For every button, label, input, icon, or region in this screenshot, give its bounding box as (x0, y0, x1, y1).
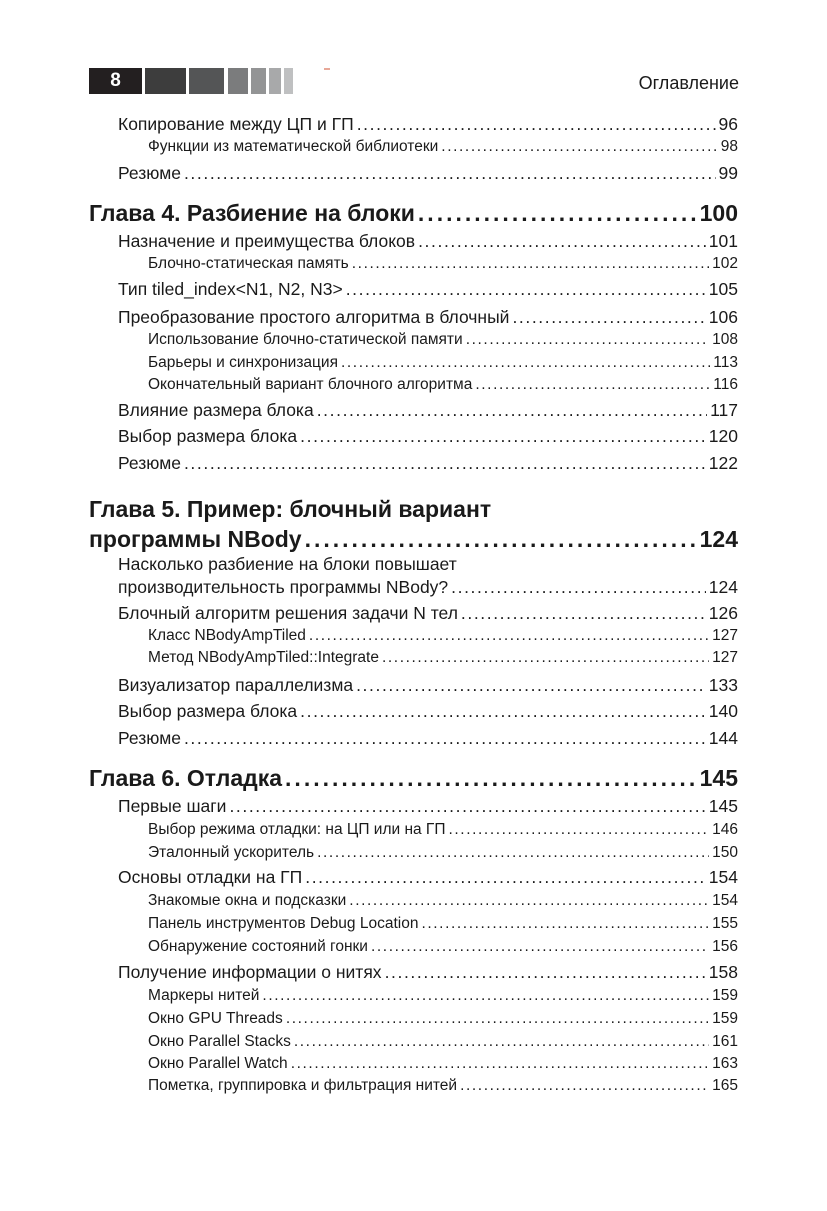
toc-entry (118, 603, 738, 624)
toc-page-number: 105 (708, 279, 738, 299)
dot-leader (418, 200, 697, 227)
toc-page-number: 163 (712, 1055, 738, 1072)
toc-page-number: 154 (712, 892, 738, 909)
toc-entry (118, 962, 738, 983)
dot-leader (229, 796, 705, 817)
toc-entry (118, 114, 738, 135)
dot-leader (300, 426, 706, 447)
dot-leader (346, 279, 706, 300)
toc-page-number: 108 (712, 331, 738, 348)
header-decor-bar (145, 68, 186, 94)
toc-title: Класс NBodyAmpTiled (148, 627, 306, 644)
page-number: 8 (89, 68, 142, 94)
toc-title: Окно GPU Threads (148, 1010, 283, 1027)
toc-page-number: 117 (710, 400, 738, 420)
toc-page-number: 116 (713, 376, 738, 393)
toc-entry (148, 987, 738, 1005)
dot-leader (317, 844, 709, 862)
toc-title: Метод NBodyAmpTiled::Integrate (148, 649, 379, 666)
dot-leader (305, 867, 706, 888)
toc-page-number: 159 (712, 1010, 738, 1027)
header-decor-bar (251, 68, 266, 94)
toc-entry (118, 675, 738, 696)
toc-page-number: 100 (699, 200, 738, 226)
dot-leader (309, 627, 709, 645)
dot-leader (294, 1033, 709, 1051)
toc-page-number: 126 (708, 603, 738, 623)
dot-leader (341, 354, 710, 372)
dot-leader (317, 400, 707, 421)
toc-entry (118, 701, 738, 722)
toc-page-number: 122 (708, 453, 738, 473)
dot-leader (460, 1077, 709, 1095)
toc-page-number: 156 (712, 938, 738, 955)
header-decor-bar (228, 68, 248, 94)
toc-title: Насколько разбиение на блоки повышает (118, 554, 457, 574)
toc-title: Влияние размера блока (118, 400, 314, 420)
header-decor-bar (189, 68, 224, 94)
toc-page-number: 155 (712, 915, 738, 932)
toc-title-continued: программы NBody (89, 526, 302, 552)
toc-page-number: 102 (712, 255, 738, 272)
dot-leader (421, 915, 709, 933)
toc-title: Окончательный вариант блочного алгоритма (148, 376, 473, 393)
toc-page-number: 159 (712, 987, 738, 1004)
print-mark (324, 68, 330, 70)
toc-page-number: 154 (708, 867, 738, 887)
toc-entry (148, 1033, 738, 1051)
dot-leader (371, 938, 709, 956)
dot-leader (184, 728, 706, 749)
toc-entry (118, 231, 738, 252)
dot-leader (356, 675, 706, 696)
dot-leader (418, 231, 706, 252)
toc-title: Копирование между ЦП и ГП (118, 114, 354, 134)
toc-entry (118, 426, 738, 447)
toc-entry (148, 331, 738, 349)
toc-page-number: 140 (708, 701, 738, 721)
toc-title: Знакомые окна и подсказки (148, 892, 347, 909)
toc-entry (148, 1055, 738, 1073)
toc-title: Пометка, группировка и фильтрация нитей (148, 1077, 458, 1094)
toc-entry (118, 453, 738, 474)
toc-page-number: 96 (718, 114, 738, 134)
toc-page-number: 99 (718, 163, 738, 183)
toc-entry (148, 915, 738, 933)
toc-title: Назначение и преимущества блоков (118, 231, 416, 251)
toc-entry (118, 728, 738, 749)
dot-leader (305, 524, 697, 554)
toc-title: Резюме (118, 728, 181, 748)
toc-page-number: 124 (708, 577, 738, 597)
dot-leader (475, 376, 710, 394)
toc-title: Преобразование простого алгоритма в блочный (118, 307, 510, 327)
toc-title: Эталонный ускоритель (148, 844, 315, 861)
toc-chapter (89, 765, 738, 792)
toc-page-number: 146 (712, 821, 738, 838)
toc-title: Выбор размера блока (118, 426, 298, 446)
toc-title-continued: производительность программы NBody? (118, 577, 449, 597)
toc-title: Маркеры нитей (148, 987, 260, 1004)
dot-leader (352, 255, 709, 273)
toc-entry (148, 938, 738, 956)
toc-entry (148, 627, 738, 645)
toc-page-number: 133 (708, 675, 738, 695)
toc-entry (118, 400, 738, 421)
toc-entry (148, 376, 738, 394)
toc-entry (148, 821, 738, 839)
toc-page-number: 161 (712, 1033, 738, 1050)
toc-entry (148, 844, 738, 862)
toc-title: Тип tiled_index<N1, N2, N3> (118, 279, 343, 299)
toc-title: Глава 4. Разбиение на блоки (89, 200, 415, 226)
toc-page-number: 101 (708, 231, 738, 251)
toc-title: Выбор режима отладки: на ЦП или на ГП (148, 821, 446, 838)
dot-leader (262, 987, 709, 1005)
running-title: Оглавление (638, 73, 739, 93)
toc-page-number: 120 (708, 426, 738, 446)
dot-leader (512, 307, 705, 328)
toc-page-number: 145 (708, 796, 738, 816)
toc-chapter (89, 200, 738, 227)
toc-entry (118, 163, 738, 184)
toc-entry (118, 553, 738, 599)
toc-entry (118, 307, 738, 328)
dot-leader (357, 114, 716, 135)
dot-leader (286, 1010, 709, 1028)
dot-leader (300, 701, 706, 722)
toc-page-number: 106 (708, 307, 738, 327)
toc-title: Блочно-статическая память (148, 255, 349, 272)
dot-leader (291, 1055, 709, 1073)
toc-page-number: 113 (713, 354, 738, 371)
toc-page-number: 124 (699, 526, 738, 552)
dot-leader (385, 962, 706, 983)
toc-title: Окно Parallel Stacks (148, 1033, 291, 1050)
toc-entry (148, 1077, 738, 1095)
toc-title: Окно Parallel Watch (148, 1055, 288, 1072)
toc-page-number: 98 (720, 138, 738, 155)
toc-title: Основы отладки на ГП (118, 867, 303, 887)
toc-page-number: 144 (708, 728, 738, 748)
toc-entry (118, 867, 738, 888)
toc-title: Глава 6. Отладка (89, 765, 283, 791)
toc-entry (148, 255, 738, 273)
toc-page-number: 145 (699, 765, 738, 791)
toc-entry (148, 892, 738, 910)
dot-leader (451, 576, 706, 599)
toc-entry (148, 1010, 738, 1028)
toc-title: Первые шаги (118, 796, 227, 816)
toc-title: Резюме (118, 163, 181, 183)
toc-title: Барьеры и синхронизация (148, 354, 338, 371)
dot-leader (461, 603, 706, 624)
toc-entry (118, 279, 738, 300)
toc-title: Обнаружение состояний гонки (148, 938, 368, 955)
dot-leader (466, 331, 709, 349)
toc-entry (148, 649, 738, 667)
dot-leader (448, 821, 709, 839)
toc-entry (118, 796, 738, 817)
toc-page-number: 165 (712, 1077, 738, 1094)
toc-entry (148, 354, 738, 372)
toc-title: Визуализатор параллелизма (118, 675, 354, 695)
toc-title: Функции из математической библиотеки (148, 138, 439, 155)
toc-title: Получение информации о нитях (118, 962, 382, 982)
toc-title: Глава 5. Пример: блочный вариант (89, 496, 492, 522)
toc-page-number: 158 (708, 962, 738, 982)
dot-leader (184, 163, 716, 184)
dot-leader (184, 453, 706, 474)
dot-leader (349, 892, 709, 910)
toc-title: Использование блочно-статической памяти (148, 331, 463, 348)
toc-title: Панель инструментов Debug Location (148, 915, 419, 932)
toc-title: Резюме (118, 453, 181, 473)
dot-leader (382, 649, 709, 667)
toc-entry (148, 138, 738, 156)
toc-page-number: 127 (712, 627, 738, 644)
dot-leader (441, 138, 717, 156)
toc-title: Выбор размера блока (118, 701, 298, 721)
header-decor-bar (284, 68, 293, 94)
toc-chapter (89, 494, 738, 554)
toc-page-number: 127 (712, 649, 738, 666)
toc-title: Блочный алгоритм решения задачи N тел (118, 603, 458, 623)
toc-page-number: 150 (712, 844, 738, 861)
dot-leader (285, 765, 697, 792)
header-decor-bar (269, 68, 281, 94)
